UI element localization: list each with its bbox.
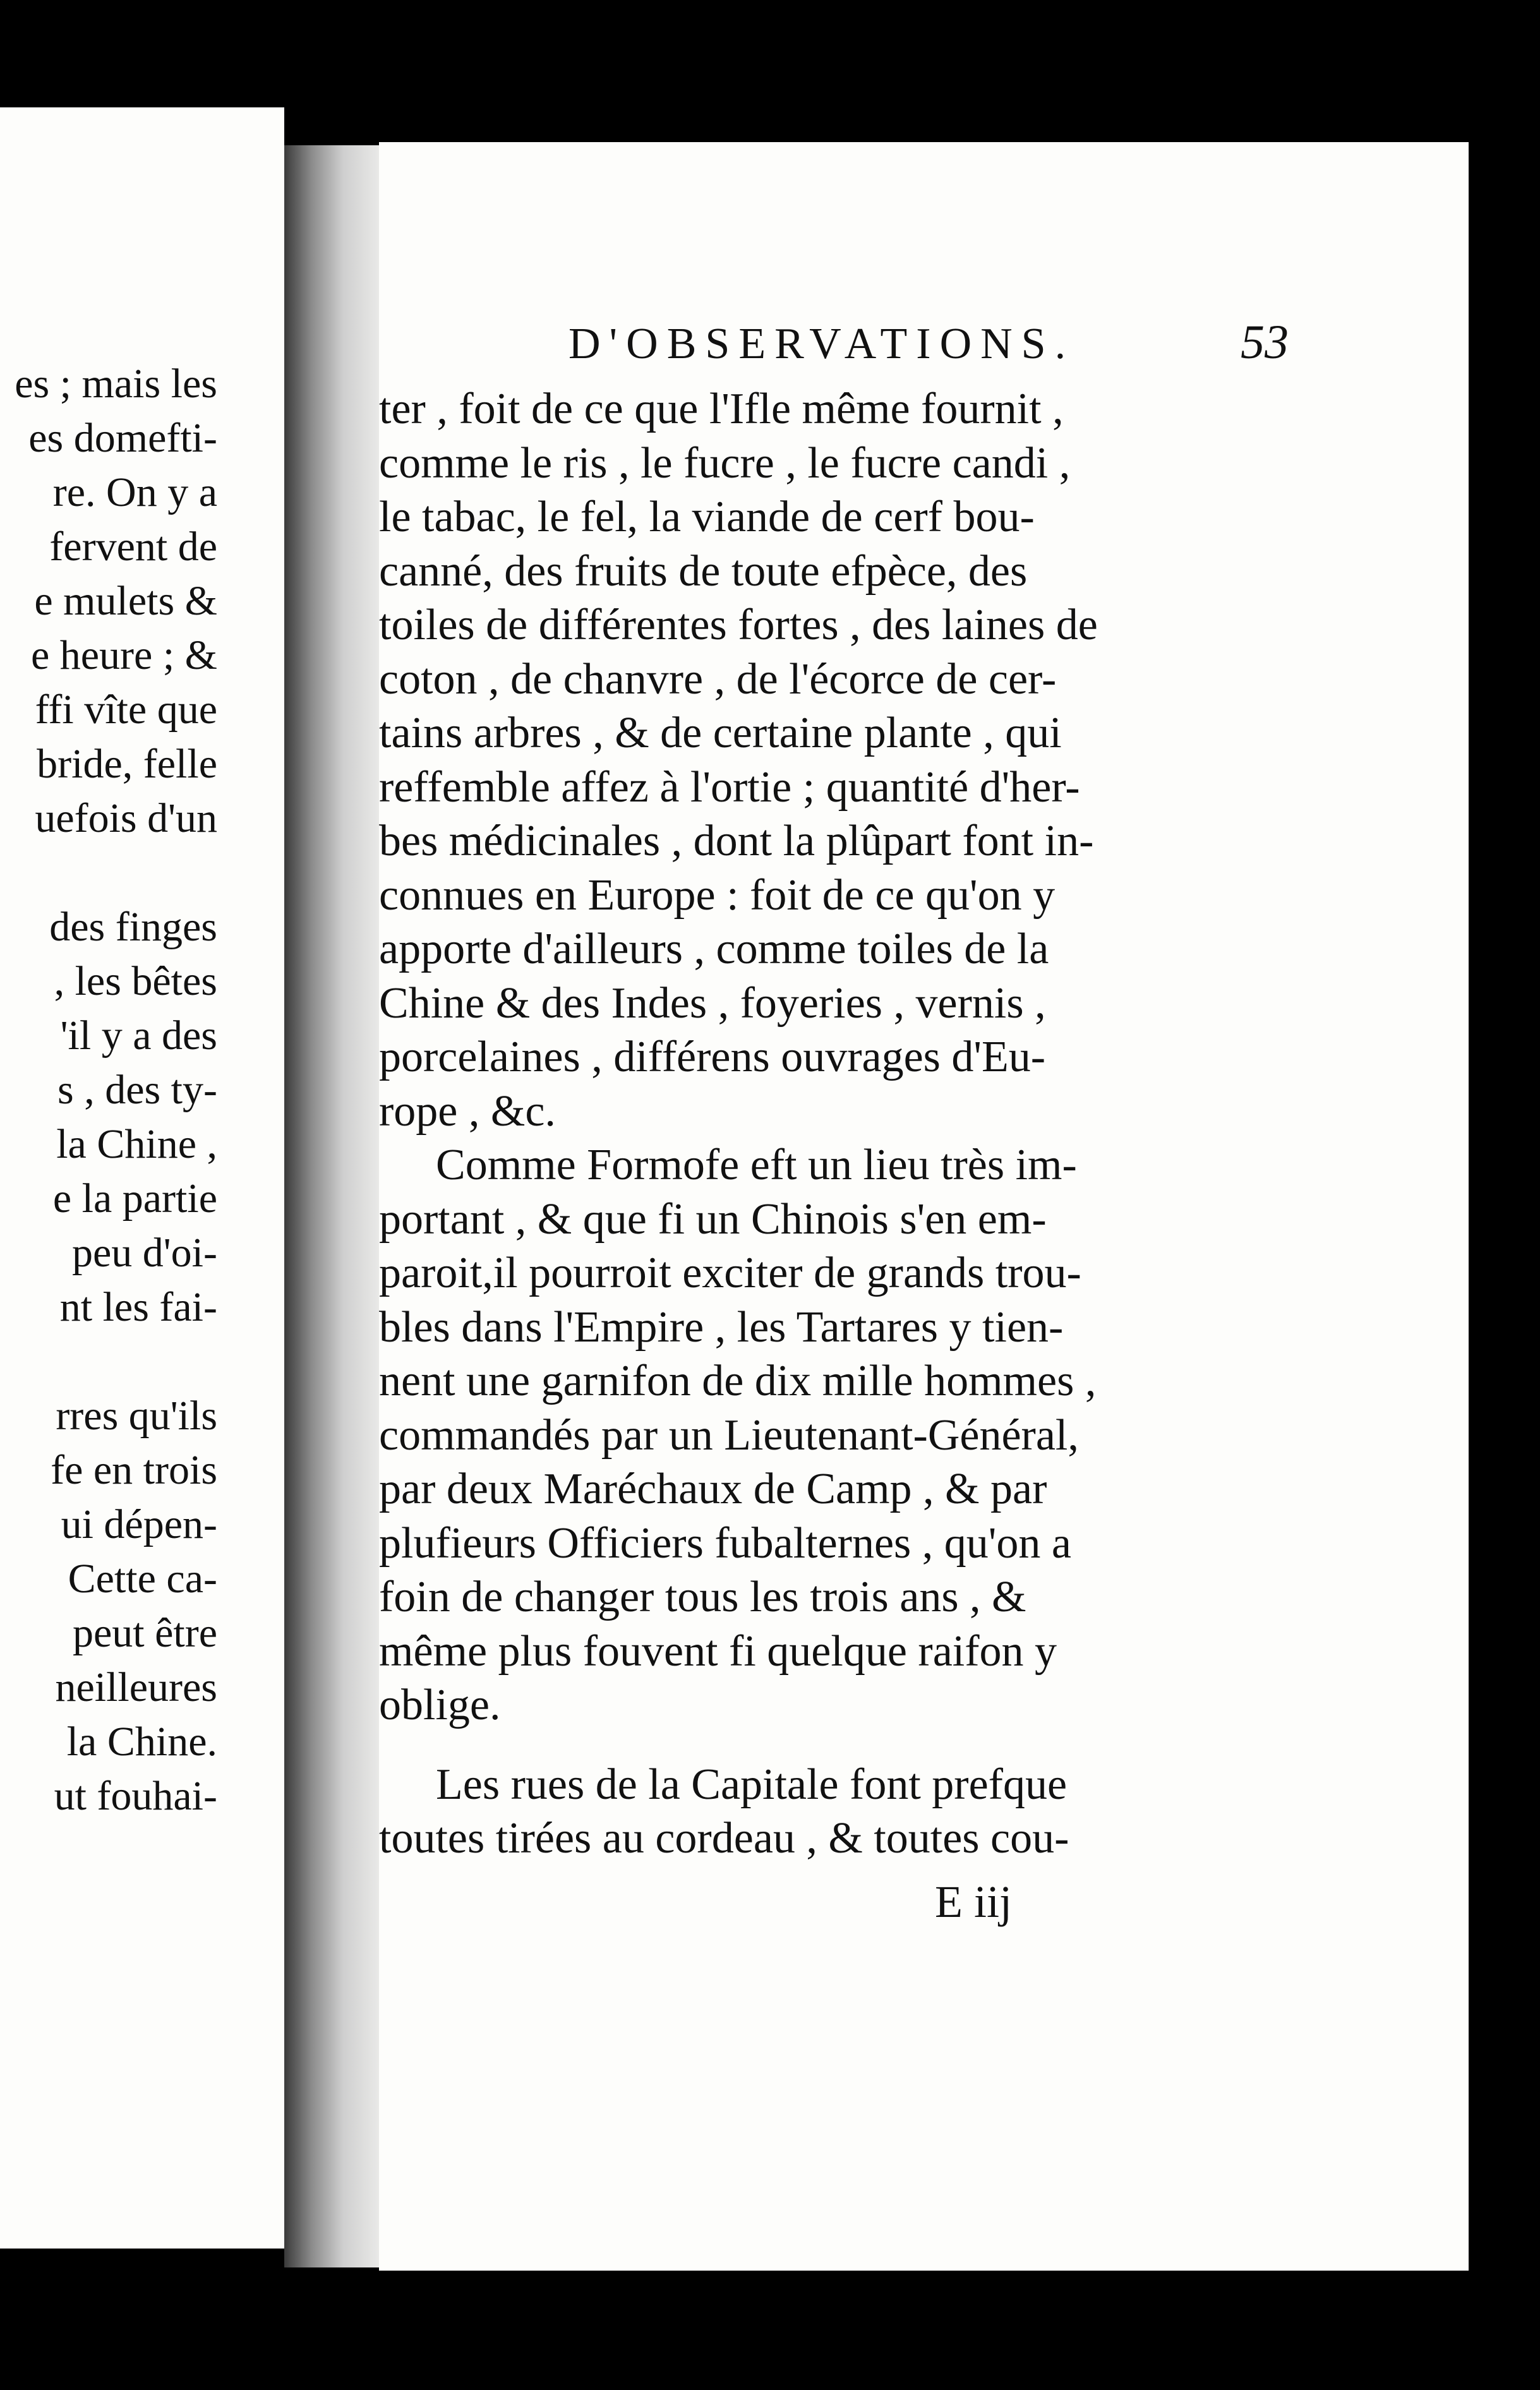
text-line: plufieurs Officiers fubalternes , qu'on a (379, 1518, 1071, 1568)
left-text-line: fervent de (49, 524, 217, 570)
text-line: ter , foit de ce que l'Ifle même fournit , (379, 385, 1064, 433)
right-page (379, 142, 1469, 2271)
text-line (379, 1732, 1289, 1758)
left-text-line: 'il y a des (60, 1012, 217, 1059)
left-text-line: Cette ca- (68, 1556, 217, 1602)
left-text-line: neilleures (55, 1664, 217, 1710)
left-text-line: la Chine , (56, 1121, 217, 1167)
text-line: par deux Maréchaux de Camp , & par (379, 1465, 1047, 1513)
left-text-line: uefois d'un (35, 795, 217, 841)
left-text-line: ui dépen- (61, 1501, 217, 1547)
text-line: foin de changer tous les trois ans , & (379, 1573, 1026, 1621)
left-page-text (0, 357, 278, 1823)
text-line: connues en Europe : foit de ce qu'on y (379, 870, 1056, 920)
text-line: apporte d'ailleurs , comme toiles de la (379, 925, 1049, 973)
text-line: comme le ris , le fucre , le fucre candi , (379, 438, 1071, 488)
text-line: bles dans l'Empire , les Tartares y tien- (379, 1302, 1064, 1352)
left-text-line: es ; mais les (15, 361, 217, 407)
left-text-line: e heure ; & (30, 632, 217, 678)
left-text-line: ut fouhai- (54, 1773, 217, 1819)
text-line: toiles de différentes fortes , des laines de (379, 601, 1098, 649)
left-text-line: e mulets & (34, 578, 217, 624)
page-number: 53 (1241, 316, 1289, 369)
text-line: même plus fouvent fi quelque raifon y (379, 1626, 1057, 1676)
left-text-line (0, 846, 278, 900)
text-line: nent une garnifon de dix mille hommes , (379, 1357, 1097, 1405)
left-text-line: bride, felle (37, 741, 217, 787)
text-line: tains arbres , & de certaine plante , qui (379, 709, 1062, 757)
left-text-line (0, 1335, 278, 1389)
left-text-line: la Chine. (66, 1719, 217, 1765)
left-text-line: rres qu'ils (56, 1393, 217, 1439)
left-text-line: peut être (72, 1610, 217, 1656)
left-text-line: es domefti- (28, 415, 217, 461)
left-text-line: nt les fai- (59, 1284, 217, 1330)
text-line: reffemble affez à l'ortie ; quantité d'her- (379, 762, 1080, 812)
text-line: canné, des fruits de toute efpèce, des (379, 546, 1028, 596)
book-gutter-shadow (284, 145, 392, 2267)
text-line: Les rues de la Capitale font prefque (436, 1760, 1068, 1809)
text-line: Chine & des Indes , foyeries , vernis , (379, 978, 1046, 1028)
left-text-line: s , des ty- (57, 1067, 217, 1113)
text-line: porcelaines , différens ouvrages d'Eu- (379, 1033, 1046, 1081)
text-line: oblige. (379, 1681, 501, 1729)
signature-mark: E iij (935, 1877, 1012, 1927)
left-text-line: re. On y a (52, 469, 217, 515)
left-text-line: peu d'oi- (71, 1230, 217, 1276)
page-header (518, 316, 1289, 382)
left-page-fragment (0, 107, 284, 2249)
left-text-line: e la partie (52, 1175, 217, 1222)
text-line: rope , &c. (379, 1086, 556, 1136)
text-line: toutes tirées au cordeau , & toutes cou- (379, 1814, 1069, 1863)
text-line: bes médicinales , dont la plûpart font in- (379, 817, 1094, 865)
text-line: le tabac, le fel, la viande de cerf bou- (379, 493, 1035, 541)
running-title: D'OBSERVATIONS. (568, 320, 1075, 368)
text-line: portant , & que fi un Chinois s'en em- (379, 1194, 1047, 1244)
text-line: paroit,il pourroit exciter de grands trou- (379, 1249, 1081, 1297)
text-line: coton , de chanvre , de l'écorce de cer- (379, 654, 1057, 704)
left-text-line: ffi vîte que (35, 687, 217, 733)
text-line: commandés par un Lieutenant-Général, (379, 1410, 1079, 1460)
left-text-line: , les bêtes (54, 958, 217, 1004)
left-text-line: fe en trois (51, 1447, 217, 1493)
left-text-line: des finges (49, 904, 217, 950)
body-text (379, 382, 1289, 1866)
text-line: Comme Formofe eft un lieu très im- (436, 1141, 1077, 1189)
